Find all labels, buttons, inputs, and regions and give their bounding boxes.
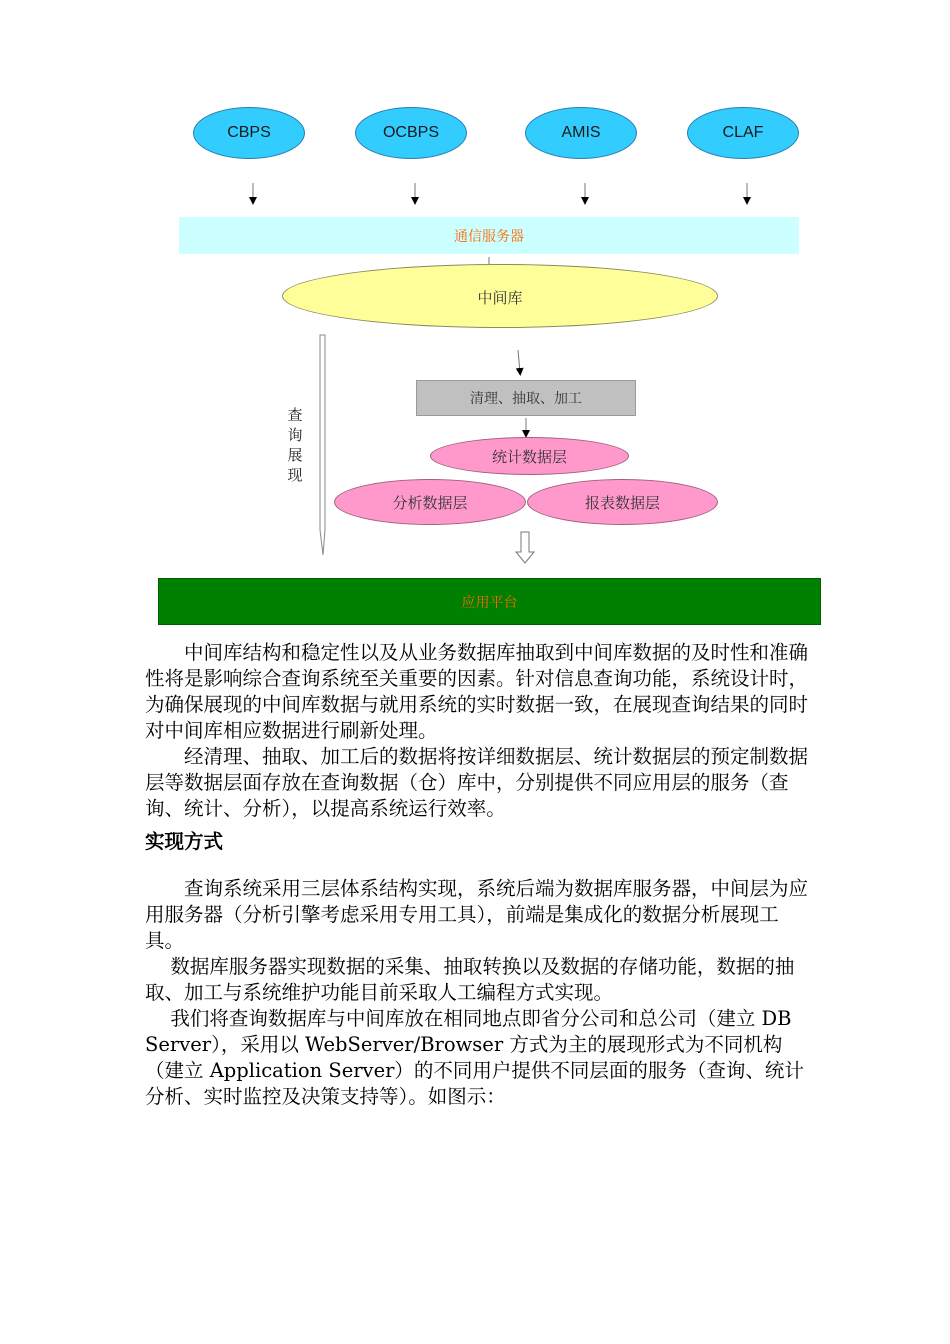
paragraph-2: 经清理、抽取、加工后的数据将按详细数据层、统计数据层的预定制数据层等数据层面存放在查询数据（仓）库中，分别提供不同应用层的服务（查询、统计、分析），以提高系统运行效率。 (145, 745, 809, 820)
process-box (416, 380, 636, 416)
query-display-label: 查 询 展 现 (287, 406, 303, 484)
comm-server-bar (179, 217, 799, 254)
paragraph-4: 数据库服务器实现数据的采集、抽取转换以及数据的存储功能，数据的抽取、加工与系统维护功能目前采取人工编程方式实现。 (145, 955, 795, 1004)
stat-layer-ellipse: 统计数据层 (430, 437, 629, 475)
paragraph-3: 查询系统采用三层体系结构实现，系统后端为数据库服务器，中间层为应用服务器（分析引擎考虑采用专用工具），前端是集成化的数据分析展现工具。 (145, 877, 809, 952)
source-cbps: CBPS (193, 107, 305, 159)
source-ocbps: OCBPS (355, 107, 467, 159)
comm-server-label: 通信服务器 (454, 228, 524, 245)
source-claf: CLAF (687, 107, 799, 159)
analysis-layer-ellipse: 分析数据层 (334, 479, 526, 525)
application-platform-label: 应用平台 (461, 594, 518, 611)
arrow-middle-process (518, 350, 520, 372)
process-box-label: 清理、抽取、加工 (470, 391, 582, 407)
query-display-long-arrow (320, 335, 325, 555)
source-amis: AMIS (525, 107, 637, 159)
hollow-down-arrow (516, 532, 534, 563)
body-text-top (145, 640, 813, 822)
application-platform-bar (158, 578, 821, 625)
report-layer-ellipse: 报表数据层 (527, 479, 718, 525)
middle-db-label: 中间库 (477, 289, 523, 307)
middle-db-ellipse (282, 264, 718, 328)
paragraph-5: 我们将查询数据库与中间库放在相同地点即省分公司和总公司（建立 DB Server），采用以 WebServer/Browser 方式为主的展现形式为不同机构（建立 Application Server）的不同用户提供不同层面的服务（查询、统计分析、实时监控及决策支持等）。如图示： (145, 1007, 804, 1108)
section-heading: 实现方式 (145, 830, 224, 853)
paragraph-1: 中间库结构和稳定性以及从业务数据库抽取到中间库数据的及时性和准确性将是影响综合查询系统至关重要的因素。针对信息查询功能，系统设计时，为确保展现的中间库数据与就用系统的实时数据一致，在展现查询结果的同时对中间库相应数据进行刷新处理。 (145, 641, 809, 742)
body-text-bottom (145, 876, 813, 1110)
